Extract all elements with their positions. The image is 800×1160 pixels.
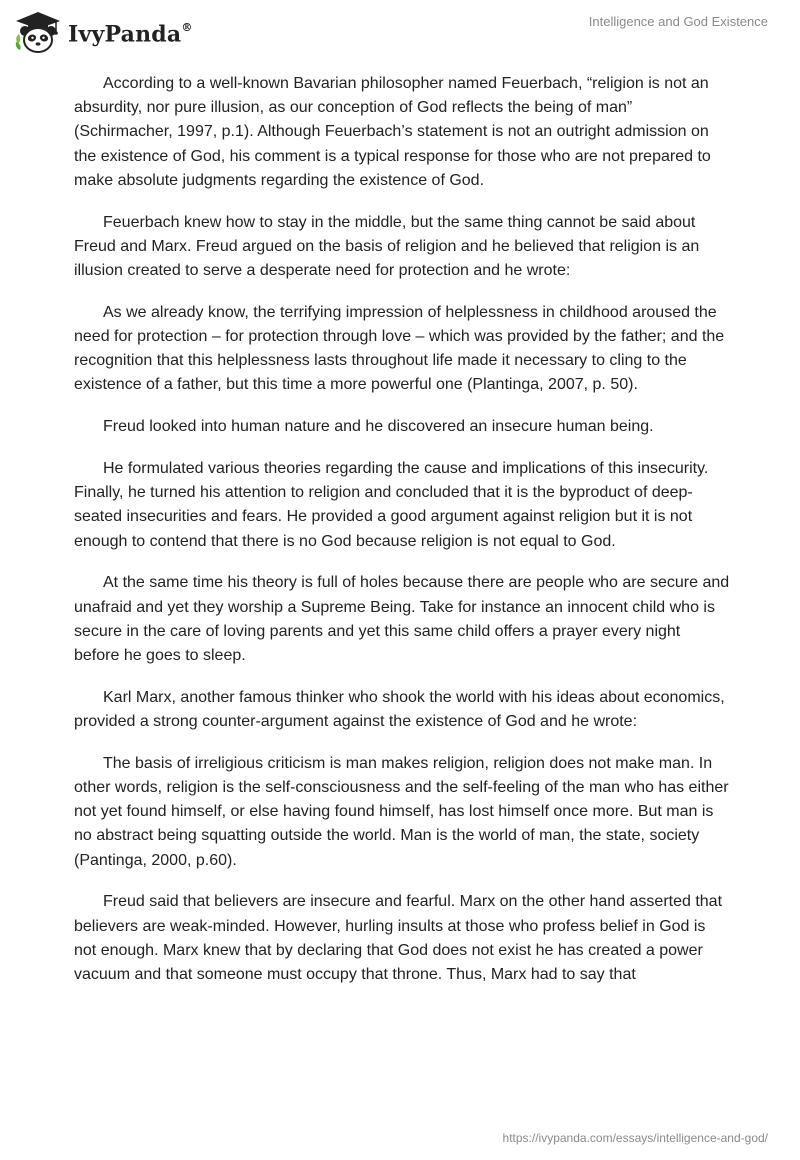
registered-mark: ® [181,20,193,34]
panda-graduation-cap-icon [14,10,62,54]
logo-wordmark [68,8,193,56]
paragraph: At the same time his theory is full of holes because there are people who are secure and unafraid and yet they worship a Supreme Being. Take for instance an innocent child who is secure in the care of loving parents and yet this same child offers a prayer every night before he goes to sleep. [74,574,730,665]
paragraph: According to a well-known Bavarian philosopher named Feuerbach, “religion is not an absurdity, nor pure illusion, as our conception of God reflects the being of man” (Schirmacher, 1997, p.1). Although Feuerbach’s statement is not an outright admission on the existence of God, his comment is a typical response for those who are not prepared to make absolute judgments regarding the existence of God. [74,75,711,189]
document-title: Intelligence and God Existence [588,14,768,29]
block-quote-paragraph: The basis of irreligious criticism is man makes religion, religion does not make man. In other words, religion is the self-consciousness and the self-feeling of the man who has either not yet found himself, or else having found himself, has lost himself once more. But man is no abstract being squatting outside the world. Man is the world of man, the state, society (Pantinga, 2000, p.60). [74,754,729,869]
essay-body [74,72,730,1005]
page-header [0,0,800,60]
paragraph: Karl Marx, another famous thinker who shook the world with his ideas about economics, provided a strong counter-argument against the existence of God and he wrote: [74,688,725,731]
logo-name: IvyPanda [68,21,182,48]
footer-source-link[interactable]: https://ivypanda.com/essays/intelligence-and-god/ [502,1131,768,1145]
paragraph: Freud said that believers are insecure and fearful. Marx on the other hand asserted that believers are weak-minded. However, hurling insults at those who profess belief in God is not enough. Marx knew that by declaring that God does not exist he has created a power vacuum and that someone must occupy that throne. Thus, Marx had to say that [74,893,723,984]
paragraph: Freud looked into human nature and he discovered an insecure human being. [103,418,654,436]
paragraph: Feuerbach knew how to stay in the middle, but the same thing cannot be said about Freud and Marx. Freud argued on the basis of religion and he believed that religion is an illusion created to serve a desperate need for protection and he wrote: [74,213,700,280]
ivypanda-logo[interactable] [14,10,193,54]
block-quote-paragraph: As we already know, the terrifying impression of helplessness in childhood aroused the need for protection – for protection through love – which was provided by the father; and the recognition that this helplessness lasts throughout life made it necessary to cling to the existence of a father, but this time a more powerful one (Plantinga, 2007, p. 50). [74,303,725,394]
paragraph: He formulated various theories regarding the cause and implications of this insecurity. Finally, he turned his attention to religion and concluded that it is the byproduct of deep-seated insecurities and fears. He provided a good argument against religion but it is not enough to contend that there is no God because religion is not equal to God. [74,460,709,550]
